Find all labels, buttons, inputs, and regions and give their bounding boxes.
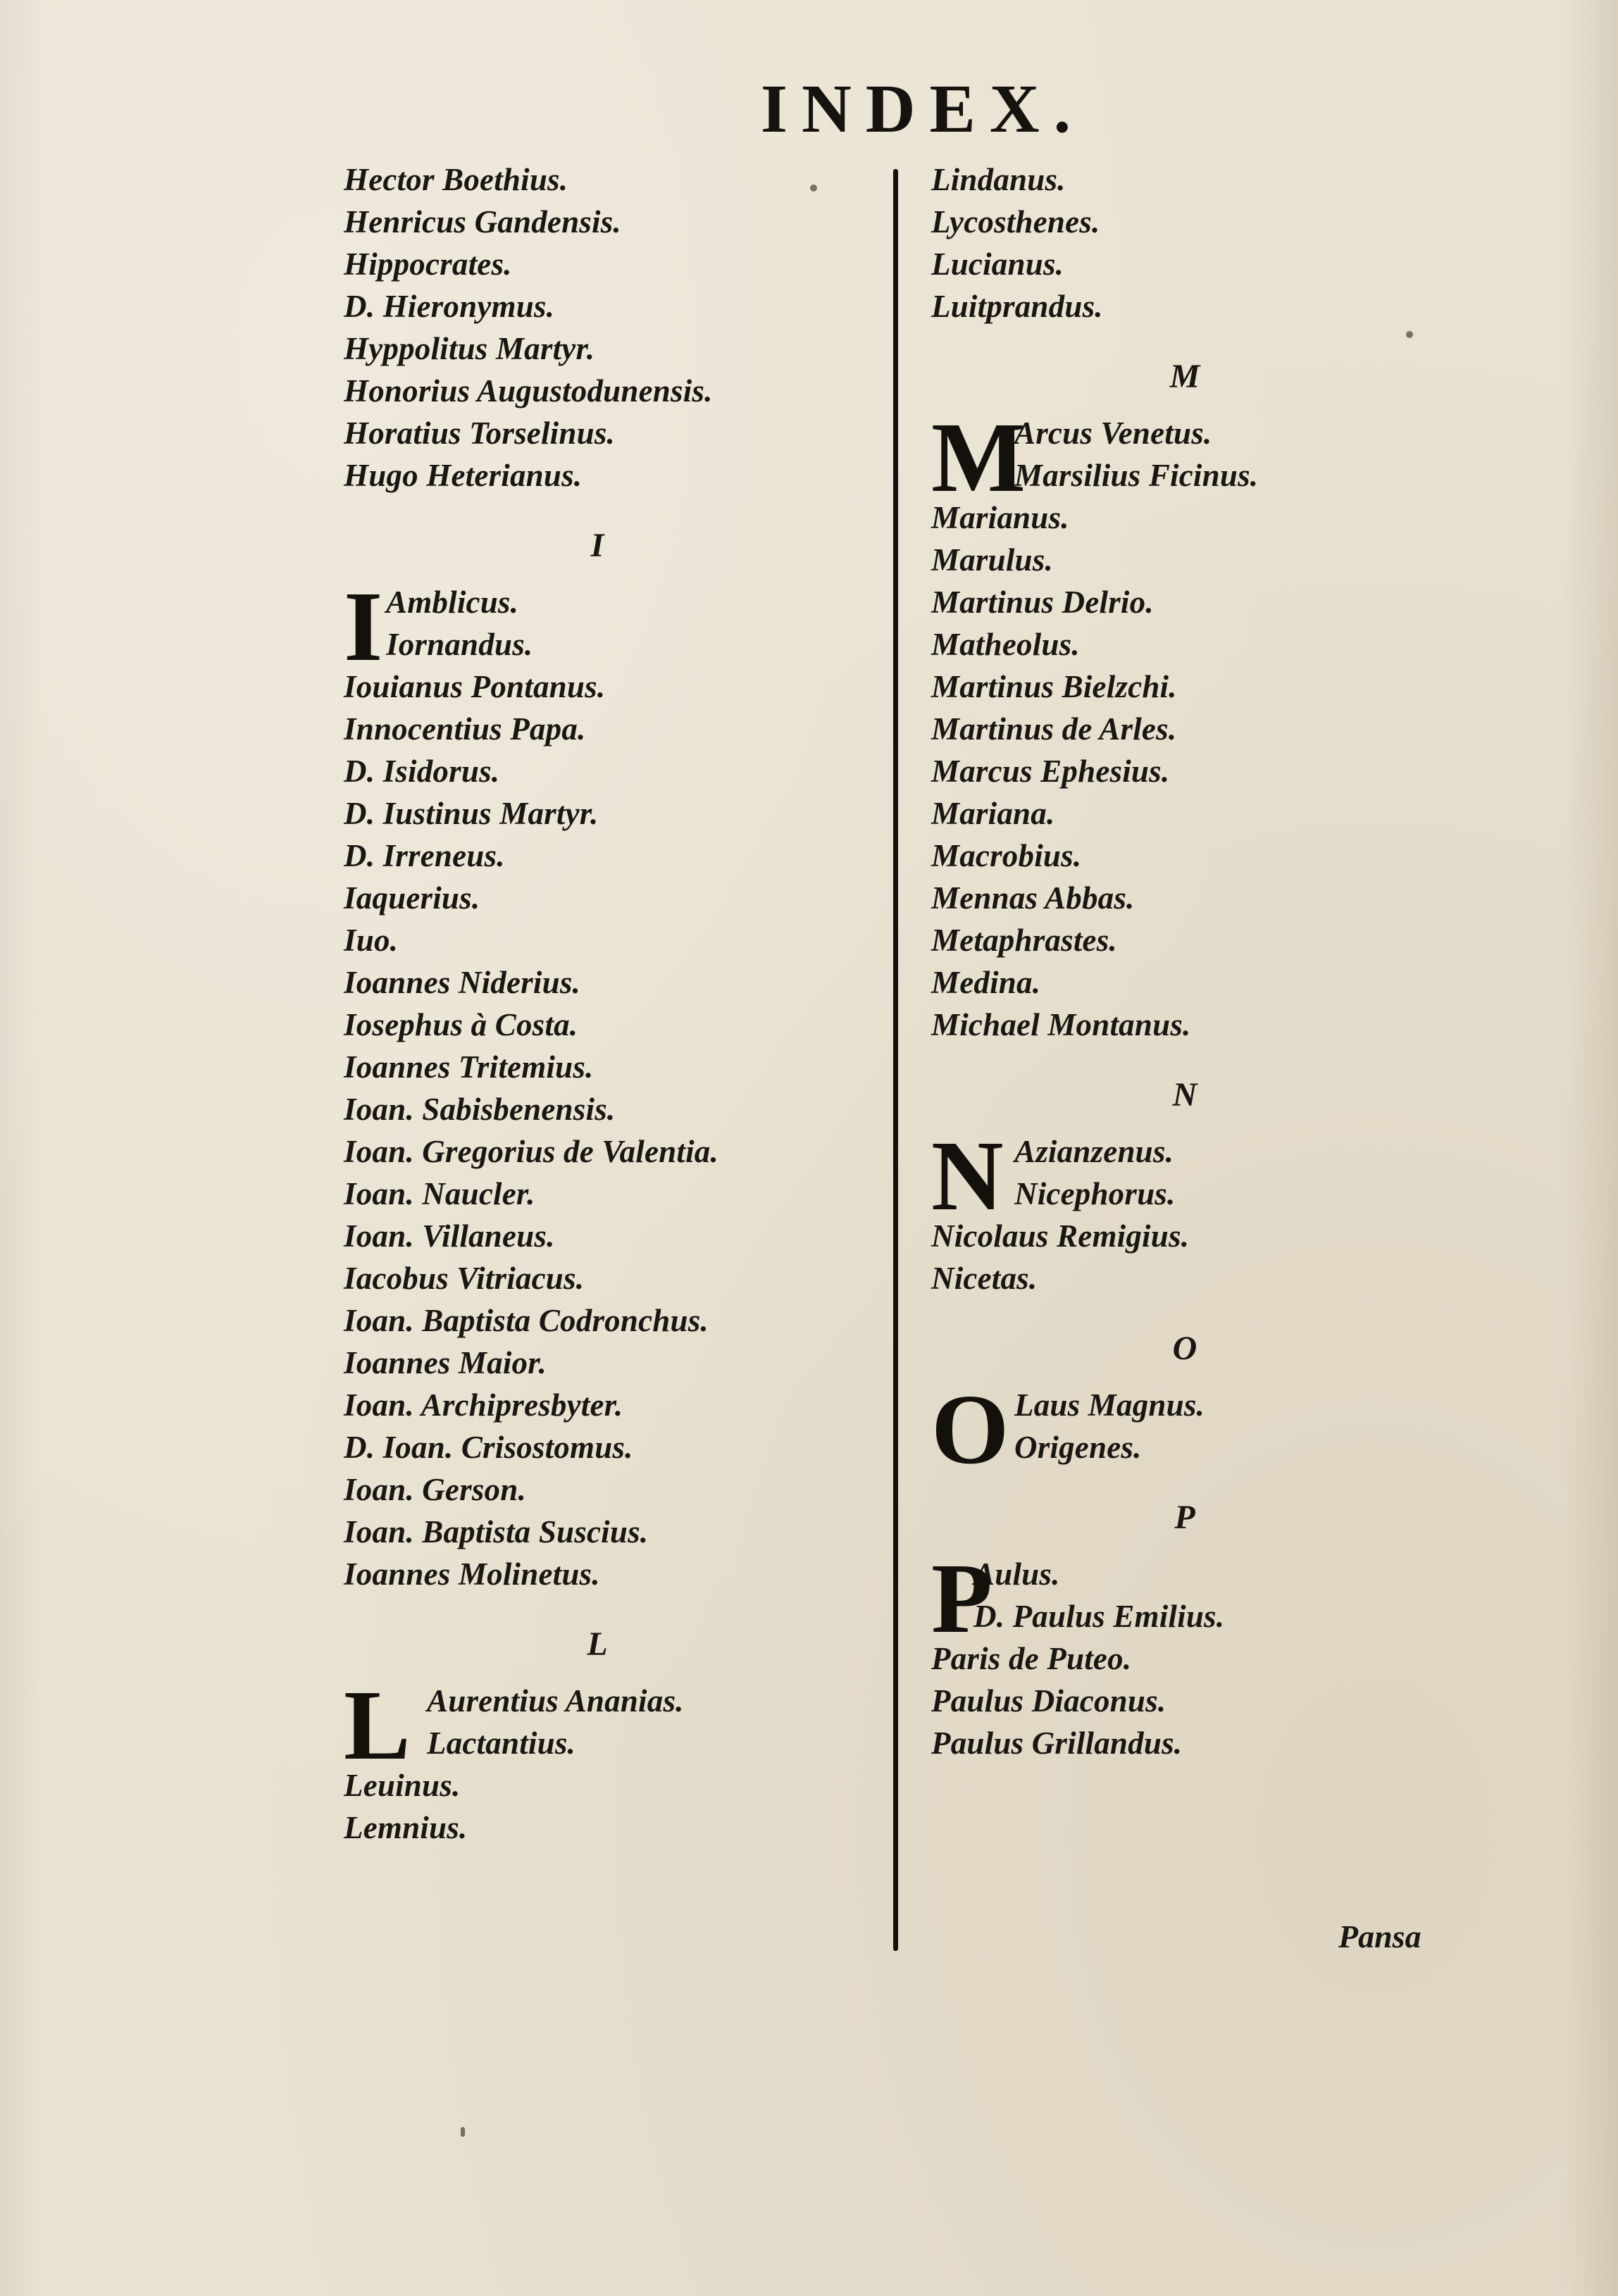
section-n [931, 1120, 1467, 1299]
section-l [344, 1669, 879, 1849]
index-entry: Mennas Abbas. [931, 880, 1135, 916]
index-entry: Leuinus. [344, 1768, 461, 1803]
section-o [931, 1373, 1467, 1485]
index-entry: Nicetas. [931, 1261, 1038, 1296]
index-entry: Ioannes Tritemius. [344, 1049, 594, 1085]
index-entry: Aulus. [973, 1556, 1060, 1592]
index-entry: Ioannes Maior. [344, 1345, 547, 1380]
column-divider [893, 169, 898, 1951]
section-heading-n: N [1172, 1076, 1197, 1113]
index-entry: Lucianus. [931, 247, 1064, 282]
index-entry: D. Iustinus Martyr. [344, 796, 599, 831]
index-entry: Ioan. Gerson. [344, 1472, 526, 1507]
index-entry: Arcus Venetus. [1014, 416, 1212, 451]
index-entry: Innocentius Papa. [344, 711, 586, 747]
index-entry: Matheolus. [931, 627, 1080, 662]
index-entry: Amblicus. [386, 585, 519, 620]
index-entry: Paris de Puteo. [931, 1641, 1132, 1676]
lead-entries-l [931, 158, 1467, 327]
index-entry: Ioan. Baptista Suscius. [344, 1514, 649, 1549]
index-entry: D. Isidorus. [344, 754, 500, 789]
index-entry: Martinus de Arles. [931, 711, 1177, 747]
index-entry: Origenes. [1014, 1430, 1142, 1465]
index-entry: Iornandus. [386, 627, 533, 662]
index-entry: Hector Boethius. [344, 162, 568, 197]
index-entry: Martinus Bielzchi. [931, 669, 1177, 704]
section-heading-m: M [1169, 358, 1200, 395]
ink-speck [810, 185, 817, 192]
index-entry: D. Hieronymus. [344, 289, 555, 324]
index-entry: Ioannes Molinetus. [344, 1556, 600, 1592]
section-i [344, 570, 879, 1595]
ink-speck [461, 2127, 465, 2137]
index-entry: Medina. [931, 965, 1041, 1000]
index-entry: Iosephus à Costa. [344, 1007, 578, 1042]
index-entry: Aurentius Ananias. [427, 1683, 684, 1718]
right-column [931, 158, 1467, 1764]
index-entry: Henricus Gandensis. [344, 204, 621, 239]
drop-cap-i: I [344, 570, 383, 682]
index-entry: Marianus. [931, 500, 1069, 535]
index-entry: Ioan. Baptista Codronchus. [344, 1303, 709, 1338]
section-p [931, 1542, 1467, 1764]
index-entry: Metaphrastes. [931, 923, 1117, 958]
index-entry: Marsilius Ficinus. [1014, 458, 1259, 493]
catchword: Pansa [1338, 1918, 1421, 1954]
drop-cap-l: L [344, 1669, 411, 1780]
drop-cap-n: N [931, 1120, 1004, 1231]
index-entry: Martinus Delrio. [931, 585, 1154, 620]
index-entry: Mariana. [931, 796, 1055, 831]
section-heading-p: P [1174, 1499, 1195, 1536]
index-entry: Iuo. [344, 923, 399, 958]
section-heading-i: I [590, 527, 604, 564]
index-entry: Lactantius. [427, 1726, 575, 1761]
index-entry: Marcus Ephesius. [931, 754, 1170, 789]
index-entry: D. Irreneus. [344, 838, 505, 873]
drop-cap-o: O [931, 1373, 1009, 1485]
index-entry: D. Paulus Emilius. [973, 1599, 1225, 1634]
index-entry: Lemnius. [344, 1810, 468, 1845]
index-entry: Nicolaus Remigius. [931, 1218, 1190, 1254]
lead-entries-h [344, 158, 879, 497]
index-entry: Ioan. Gregorius de Valentia. [344, 1134, 718, 1169]
index-entry: Laus Magnus. [1014, 1387, 1205, 1423]
section-heading-l: L [587, 1626, 608, 1663]
page-header-index: INDEX. [760, 71, 1085, 147]
index-entry: Michael Montanus. [931, 1007, 1191, 1042]
index-entry: D. Ioan. Crisostomus. [344, 1430, 633, 1465]
index-entry: Marulus. [931, 542, 1053, 578]
index-entry: Azianzenus. [1014, 1134, 1174, 1169]
index-entry: Hugo Heterianus. [344, 458, 583, 493]
left-column [344, 158, 879, 1849]
index-entry: Ioan. Archipresbyter. [344, 1387, 623, 1423]
index-entry: Iaquerius. [344, 880, 480, 916]
index-entry: Iacobus Vitriacus. [344, 1261, 585, 1296]
index-entry: Nicephorus. [1014, 1176, 1176, 1211]
index-entry: Ioan. Villaneus. [344, 1218, 555, 1254]
index-entry: Ioan. Naucler. [344, 1176, 535, 1211]
index-entry: Iouianus Pontanus. [344, 669, 606, 704]
ink-speck [1406, 331, 1413, 338]
index-entry: Ioannes Niderius. [344, 965, 580, 1000]
section-m [931, 401, 1467, 1046]
drop-cap-m: M [931, 401, 1026, 513]
index-entry: Paulus Grillandus. [931, 1726, 1183, 1761]
index-entry: Paulus Diaconus. [931, 1683, 1166, 1718]
index-entry: Lindanus. [931, 162, 1066, 197]
index-entry: Horatius Torselinus. [344, 416, 615, 451]
index-entry: Luitprandus. [931, 289, 1103, 324]
index-entry: Honorius Augustodunensis. [344, 373, 713, 408]
drop-cap-p: P [931, 1542, 992, 1654]
index-entry: Hyppolitus Martyr. [344, 331, 595, 366]
index-entry: Lycosthenes. [931, 204, 1100, 239]
section-heading-o: O [1172, 1330, 1197, 1367]
index-entry: Hippocrates. [344, 247, 512, 282]
index-entry: Macrobius. [931, 838, 1082, 873]
index-entry: Ioan. Sabisbenensis. [344, 1092, 616, 1127]
